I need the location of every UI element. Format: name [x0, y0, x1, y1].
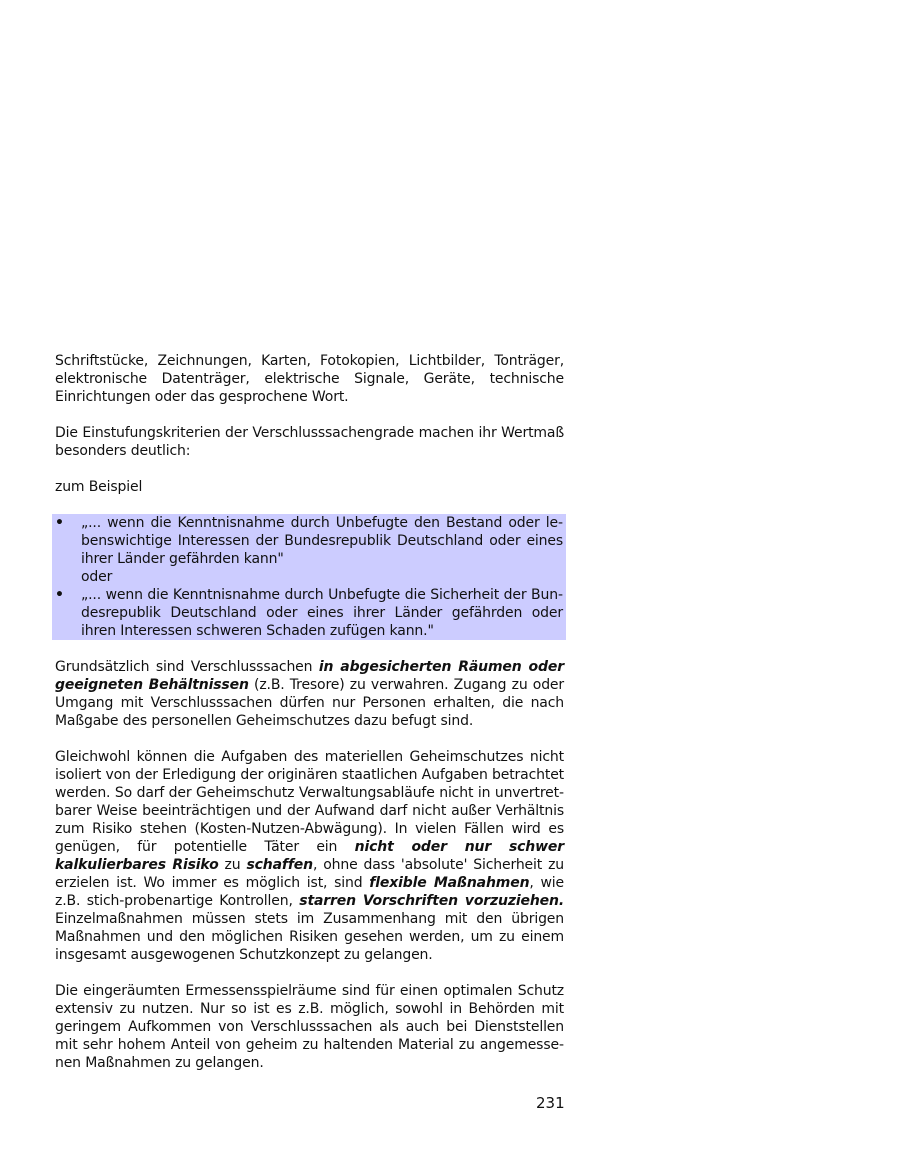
emphasis-run: schaffen — [246, 857, 313, 873]
text-run: zu — [218, 857, 247, 873]
page-number: 231 — [536, 1094, 565, 1112]
text-run: (z.B. Tresore) zu verwahren. Zugang zu oder Umgang mit Verschlusssachen dürfen nur Personen erhalten, die nach Maßgabe des personellen Geheimschutzes dazu befugt sind. — [55, 677, 565, 729]
quote-connector: oder — [81, 569, 113, 585]
paragraph-document-forms: Schriftstücke, Zeichnungen, Karten, Fotokopien, Lichtbilder, Tonträger, elektronische Datenträger, elektrische Signale, Geräte, technische Einrichtungen oder das gesprochene Wort. — [55, 353, 564, 405]
paragraph-example-intro: zum Beispiel — [55, 479, 143, 495]
bullet-icon: • — [55, 515, 64, 531]
text-run: Gleichwohl können die Aufgaben des materiellen Geheimschutzes nicht isoliert von der Erledigung der originären staatlichen Aufgaben betrachtet werden. So darf der Geheimschutz Verwaltungsabläufe nicht in unvertretbarer Weise beeinträchtigen und der Aufwand darf nicht außer Verhältnis zum Risiko stehen (Kosten-Nutzen-Abwägung). In vielen Fällen wird es genügen, für potentielle Täter ein — [55, 749, 564, 855]
emphasis-run: flexible Maßnahmen — [369, 875, 530, 891]
text-run: Einzelmaßnahmen müssen stets im Zusammenhang mit den übrigen Maßnahmen und den möglichen Risiken gesehen werden, um zu einem insgesamt ausgewogenen Schutzkonzept zu gelangen. — [55, 911, 564, 963]
text-run: Grundsätzlich sind Verschlusssachen — [55, 659, 319, 675]
paragraph-cost-benefit — [55, 748, 564, 964]
paragraph-storage-rules — [55, 658, 564, 730]
quote-text-security: „... wenn die Kenntnisnahme durch Unbefugte die Sicherheit der Bundesrepublik Deutschland oder eines ihrer Länder gefährden oder ihren Interessen schweren Schaden zufügen kann." — [81, 587, 563, 639]
text-run: , wie z.B. stich-probenartige Kontrollen, — [55, 875, 564, 909]
quote-text-existence: „... wenn die Kenntnisnahme durch Unbefugte den Bestand oder lebenswichtige Interessen der Bundesrepublik Deutschland oder eines ihrer Länder gefährden kann" — [81, 515, 563, 567]
quote-list-item — [55, 586, 563, 640]
quote-list-item — [55, 514, 563, 568]
emphasis-run: starren Vorschriften vorzuziehen. — [299, 893, 564, 909]
text-run: , ohne dass 'absolute' Sicherheit zu erzielen ist. Wo immer es möglich ist, sind — [55, 857, 564, 891]
paragraph-discretion: Die eingeräumten Ermessensspielräume sind für einen optimalen Schutz extensiv zu nutzen. Nur so ist es z.B. möglich, sowohl in Behörden mit geringem Aufkommen von Verschlusssachen als auch bei Dienststellen mit sehr hohem Anteil von geheim zu haltenden Material zu angemessenen Maßnahmen zu gelangen. — [55, 983, 564, 1071]
emphasis-run: nicht oder nur schwer kalkulierbares Risiko — [55, 839, 564, 873]
paragraph-classification-criteria: Die Einstufungskriterien der Verschlusssachengrade machen ihr Wertmaß besonders deutlich: — [55, 425, 564, 459]
bullet-icon: • — [55, 587, 64, 603]
emphasis-run: in abgesicherten Räumen oder geeigneten Behältnissen — [55, 659, 564, 693]
highlighted-quote-box — [52, 514, 566, 640]
page-body — [55, 352, 564, 1090]
